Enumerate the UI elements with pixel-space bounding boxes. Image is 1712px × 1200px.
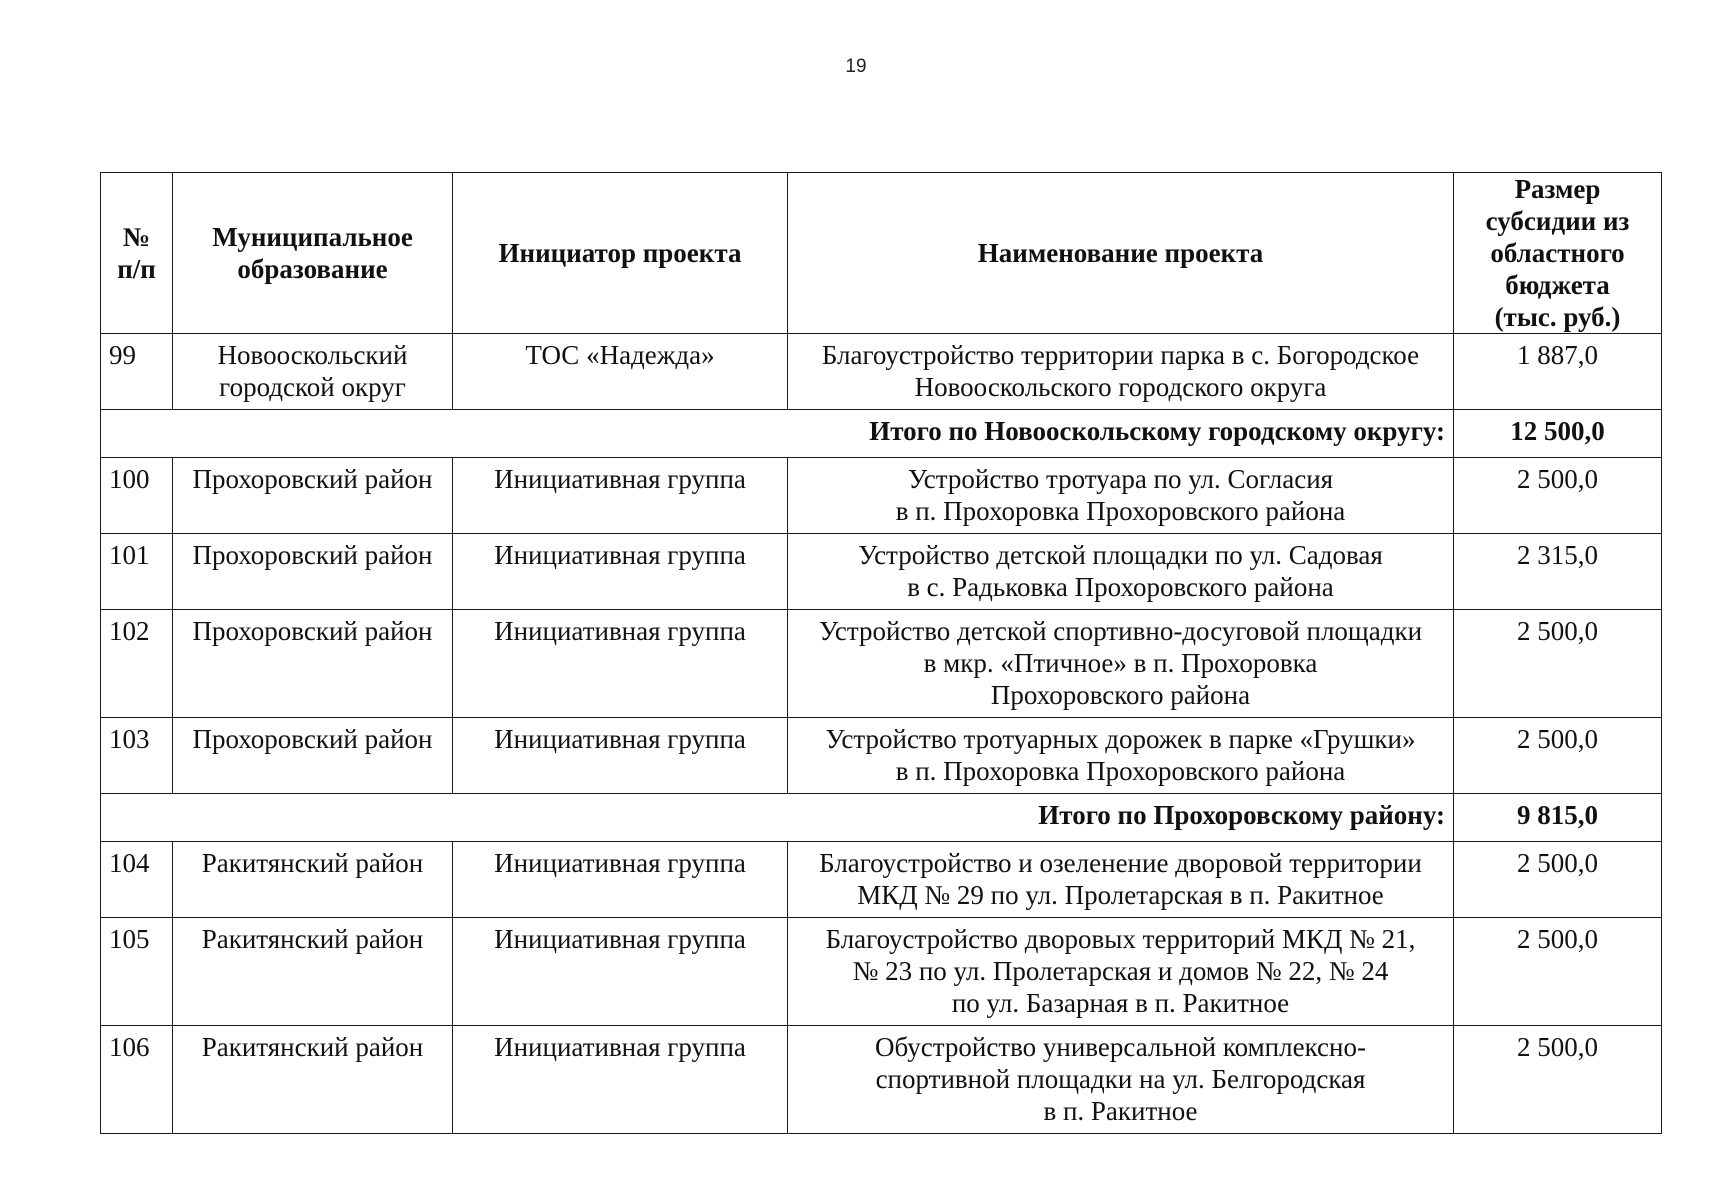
- header-text-line: п/п: [117, 254, 156, 284]
- subsidy-amount-cell: 1 887,0: [1454, 334, 1662, 410]
- cell-text-line: Прохоровский район: [192, 724, 433, 754]
- project-name-cell: [788, 918, 1454, 1026]
- municipality-cell: [173, 1026, 453, 1134]
- cell-text-line: Устройство детской спортивно-досуговой площадки: [818, 616, 1423, 646]
- row-number: 102: [101, 610, 173, 718]
- row-number: 105: [101, 918, 173, 1026]
- row-number: 100: [101, 458, 173, 534]
- header-text-line: Муниципальное: [212, 222, 413, 252]
- cell-text-line: Новооскольский: [217, 340, 408, 370]
- table-body: [101, 334, 1662, 1134]
- row-number: 101: [101, 534, 173, 610]
- initiator-cell: Инициативная группа: [453, 458, 788, 534]
- project-name-cell: [788, 334, 1454, 410]
- municipality-cell: [173, 718, 453, 794]
- header-text-line: субсидии из: [1485, 206, 1630, 236]
- row-number: 103: [101, 718, 173, 794]
- cell-text-line: Прохоровский район: [192, 616, 433, 646]
- cell-text-line: Устройство детской площадки по ул. Садовая: [858, 540, 1383, 570]
- cell-text-line: Обустройство универсальной комплексно-: [875, 1032, 1366, 1062]
- initiator-cell: Инициативная группа: [453, 610, 788, 718]
- cell-text-line: Благоустройство дворовых территорий МКД № 21,: [825, 924, 1416, 954]
- project-name-cell: [788, 1026, 1454, 1134]
- cell-text-line: в с. Радьковка Прохоровского района: [907, 572, 1334, 602]
- municipality-cell: [173, 842, 453, 918]
- project-name-cell: [788, 458, 1454, 534]
- subtotal-label: Итого по Новооскольскому городскому округу:: [101, 410, 1454, 458]
- subsidy-amount-cell: 2 500,0: [1454, 1026, 1662, 1134]
- row-number: 99: [101, 334, 173, 410]
- table-row: [101, 334, 1662, 410]
- cell-text-line: Благоустройство территории парка в с. Богородское: [821, 340, 1420, 370]
- cell-text-line: в мкр. «Птичное» в п. Прохоровка: [923, 648, 1318, 678]
- cell-text-line: в п. Ракитное: [1043, 1096, 1198, 1126]
- table-row: [101, 1026, 1662, 1134]
- cell-text-line: Ракитянский район: [201, 924, 424, 954]
- subtotal-row: [101, 794, 1662, 842]
- cell-text-line: Ракитянский район: [201, 1032, 424, 1062]
- table-row: [101, 458, 1662, 534]
- initiator-cell: Инициативная группа: [453, 534, 788, 610]
- header-text-line: бюджета: [1505, 270, 1610, 300]
- subsidy-amount-cell: 2 315,0: [1454, 534, 1662, 610]
- cell-text-line: Новооскольского городского округа: [914, 372, 1327, 402]
- subtotal-row: [101, 410, 1662, 458]
- header-text-line: областного: [1490, 238, 1625, 268]
- municipality-cell: [173, 334, 453, 410]
- subsidy-amount-cell: 2 500,0: [1454, 718, 1662, 794]
- municipality-cell: [173, 534, 453, 610]
- cell-text-line: Благоустройство и озеленение дворовой территории: [819, 848, 1422, 878]
- cell-text-line: Ракитянский район: [201, 848, 424, 878]
- subsidy-amount-cell: 2 500,0: [1454, 918, 1662, 1026]
- subsidy-amount-cell: 2 500,0: [1454, 458, 1662, 534]
- table-header-row: [101, 173, 1662, 334]
- header-initiator: Инициатор проекта: [453, 173, 788, 334]
- subsidy-amount-cell: 2 500,0: [1454, 842, 1662, 918]
- municipality-cell: [173, 458, 453, 534]
- cell-text-line: Прохоровского района: [990, 680, 1251, 710]
- subsidy-amount-cell: 2 500,0: [1454, 610, 1662, 718]
- cell-text-line: в п. Прохоровка Прохоровского района: [895, 496, 1346, 526]
- cell-text-line: № 23 по ул. Пролетарская и домов № 22, № 24: [852, 956, 1389, 986]
- project-name-cell: [788, 718, 1454, 794]
- cell-text-line: Устройство тротуара по ул. Согласия: [907, 464, 1334, 494]
- header-amount: [1454, 173, 1662, 334]
- cell-text-line: городской округ: [219, 372, 406, 402]
- table-row: [101, 718, 1662, 794]
- row-number: 106: [101, 1026, 173, 1134]
- header-num: [101, 173, 173, 334]
- table-row: [101, 534, 1662, 610]
- header-text-line: (тыс. руб.): [1494, 302, 1621, 332]
- initiator-cell: Инициативная группа: [453, 918, 788, 1026]
- page-number: 19: [845, 56, 867, 77]
- initiator-cell: Инициативная группа: [453, 718, 788, 794]
- subtotal-amount: 12 500,0: [1454, 410, 1662, 458]
- municipality-cell: [173, 918, 453, 1026]
- table-row: [101, 842, 1662, 918]
- municipality-cell: [173, 610, 453, 718]
- initiator-cell: Инициативная группа: [453, 842, 788, 918]
- cell-text-line: Прохоровский район: [192, 540, 433, 570]
- row-number: 104: [101, 842, 173, 918]
- table-row: [101, 610, 1662, 718]
- project-name-cell: [788, 610, 1454, 718]
- initiator-cell: ТОС «Надежда»: [453, 334, 788, 410]
- initiator-cell: Инициативная группа: [453, 1026, 788, 1134]
- cell-text-line: в п. Прохоровка Прохоровского района: [895, 756, 1346, 786]
- table-row: [101, 918, 1662, 1026]
- header-project: Наименование проекта: [788, 173, 1454, 334]
- subtotal-label: Итого по Прохоровскому району:: [101, 794, 1454, 842]
- header-text-line: образование: [237, 254, 388, 284]
- project-name-cell: [788, 534, 1454, 610]
- cell-text-line: спортивной площадки на ул. Белгородская: [875, 1064, 1366, 1094]
- project-name-cell: [788, 842, 1454, 918]
- cell-text-line: Устройство тротуарных дорожек в парке «Грушки»: [825, 724, 1416, 754]
- cell-text-line: Прохоровский район: [192, 464, 433, 494]
- cell-text-line: по ул. Базарная в п. Ракитное: [951, 988, 1290, 1018]
- header-text-line: №: [122, 222, 151, 252]
- header-municipality: [173, 173, 453, 334]
- header-text-line: Размер: [1514, 174, 1601, 204]
- cell-text-line: МКД № 29 по ул. Пролетарская в п. Ракитное: [857, 880, 1384, 910]
- subsidy-table: [100, 172, 1662, 1134]
- subtotal-amount: 9 815,0: [1454, 794, 1662, 842]
